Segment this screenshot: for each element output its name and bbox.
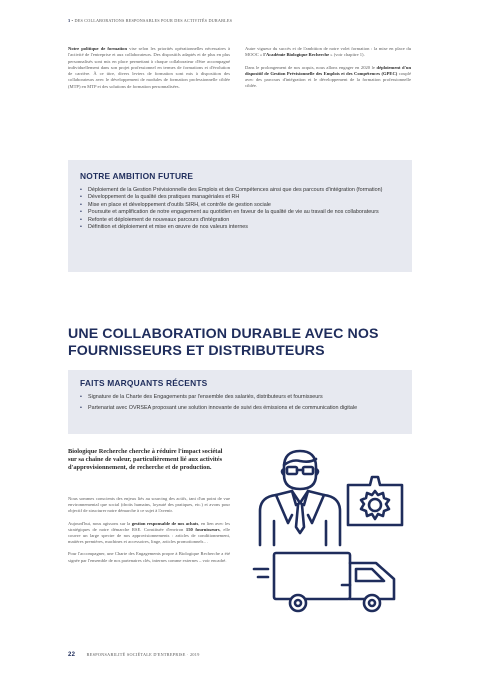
training-policy-bold: Notre politique de formation: [68, 46, 128, 51]
training-policy-text: vise selon les priorités opérationnelles nécessaires à l'activité de l'entreprise et aux collaborateurs. Des dispositifs adaptés et de plus en plus personnalisés sont mis en place permettant à chaque collaborateur d'être accompagné individuellement dans son projet professionnel en termes de formations et d'évolution de carrière. À ce titre, divers leviers de formation sont mis à disposition des collaborateurs avec le développement de modules de formation professionnelle ciblée (MTP) en MTP et des solutions de formation personnalisées.: [68, 46, 231, 89]
purchasing-mid: , en lien avec les stratégiques de notre démarche RSE. Constituée d'environ: [68, 520, 231, 532]
list-item: • Définition et déploiement et mise en œuvre de nos valeurs internes: [80, 224, 400, 231]
training-policy-paragraph: [68, 46, 230, 90]
gpec-end: couplé avec des parcours d'intégration et le développement de la formation professionnelle ciblée.: [245, 70, 411, 89]
ambition-list: [80, 187, 400, 231]
highlights-box: [68, 370, 412, 434]
chapter-title: DES COLLABORATIONS RESPONSABLES POUR DES ACTIVITÉS DURABLES: [74, 18, 233, 23]
footer-text: RESPONSABILITÉ SOCIÉTALE D'ENTREPRISE · 2019: [86, 652, 200, 657]
chapter-number: 3: [68, 18, 71, 23]
businessman-icon: [260, 451, 340, 545]
purchasing-bold: gestion responsable de nos achats: [131, 520, 199, 526]
supply-chain-illustration: [252, 445, 412, 615]
mooc-paragraph: [245, 46, 411, 59]
ambition-box: [68, 160, 412, 272]
list-item: • Refonte et déploiement de nouveaux parcours d'intégration: [80, 217, 400, 224]
ambition-title: NOTRE AMBITION FUTURE: [80, 171, 194, 181]
highlights-list: [80, 394, 400, 412]
section-title: UNE COLLABORATION DURABLE AVEC NOS FOURNISSEURS ET DISTRIBUTEURS: [68, 326, 379, 359]
list-item: • Déploiement de la Gestion Prévisionnelle des Emplois et des Compétences ainsi que des parcours d'intégration (formation): [80, 187, 400, 194]
page-number: 22: [68, 652, 76, 658]
intro-left-column: [68, 46, 230, 96]
suppliers-count: 150 fournisseurs: [185, 526, 220, 532]
purchasing-end: , elle couvre un large spectre de nos approvisionnements : articles de conditionnement, matières premières, machines et accessoires, linge, articles promotionnels…: [68, 526, 230, 545]
mooc-end: » (voir chapitre 1).: [329, 52, 365, 58]
lead-paragraph: Biologique Recherche cherche à réduire l'impact sociétal sur sa chaîne de valeur, particulièrement lié aux activités d'approvisionnement, de recherche et de production.: [68, 448, 223, 472]
list-item: • Développement de la qualité des pratiques managériales et RH: [80, 194, 400, 201]
gpec-paragraph: [245, 65, 411, 90]
intro-right-column: [245, 46, 411, 96]
list-item: • Partenariat avec OVRSEA proposant une solution innovante de suivi des émissions et de communication digitale: [80, 405, 400, 412]
mooc-bold: l'Académie Biologique Recherche: [263, 52, 330, 58]
highlights-title: FAITS MARQUANTS RÉCENTS: [80, 378, 208, 388]
gpec-bold: déploiement d'un dispositif de Gestion Prévisionnelle des Emplois et des Compétences (GPEC): [245, 64, 411, 76]
gear-box-icon: [348, 477, 402, 525]
supply-chain-text: [68, 496, 230, 570]
page-header: 3 • DES COLLABORATIONS RESPONSABLES POUR DES ACTIVITÉS DURABLES: [68, 18, 233, 23]
list-item: • Signature de la Charte des Engagements par l'ensemble des salariés, distributeurs et fournisseurs: [80, 394, 400, 401]
delivery-truck-icon: [254, 553, 394, 611]
purchasing-text: Aujourd'hui, nous agissons sur la: [68, 520, 132, 526]
charter-paragraph: Pour l'accompagner, une Charte des Engagements propre à Biologique Recherche a été signée par l'ensemble de nos partenaires clés, internes comme externes – voir encadré.: [68, 551, 230, 563]
list-item: • Mise en place et développement d'outils SIRH, et contrôle de gestion sociale: [80, 202, 400, 209]
gpec-text: Dans le prolongement de nos acquis, nous allons engager en 2020 le: [245, 64, 377, 70]
mooc-text: Autre vigueur du succès et de l'ambition de notre volet formation : la mise en place du MOOC «: [245, 46, 411, 58]
list-item: • Poursuite et amplification de notre engagement au quotidien en faveur de la qualité de vie au travail de nos collaborateurs: [80, 209, 400, 216]
purchasing-paragraph: [68, 521, 230, 546]
page-footer: [68, 652, 200, 658]
sourcing-paragraph: Nous sommes conscients des enjeux liés au sourcing des actifs, tant d'un point de vue environnemental que social (droits humains, loyauté des pratiques, etc.) et avons pour objectif de structurer notre démarche à ce sujet à l'avenir.: [68, 496, 230, 514]
